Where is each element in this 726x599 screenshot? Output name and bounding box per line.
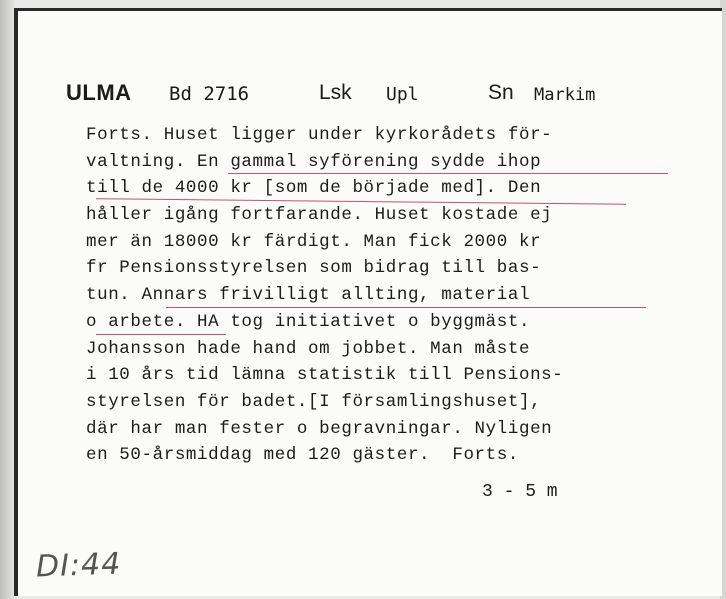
underline-mark [166,307,646,308]
text-line: fr Pensionsstyrelsen som bidrag till bas- [86,258,542,279]
text-line: där har man fester o begravningar. Nyligen [86,418,553,439]
text-line: håller igång fortfarande. Huset kostade ej [86,205,553,226]
text-line: i 10 års tid lämna statistik till Pensions- [86,365,564,386]
scan-edge-shadow [0,0,14,599]
text-line: tun. Annars frivilligt allting, material [86,285,531,306]
text-line: mer än 18000 kr färdigt. Man fick 2000 kr [86,231,542,252]
province-label: Lsk [319,81,352,104]
text-line: valtning. En gammal syförening sydde ihop [86,151,542,172]
volume-number: Bd 2716 [169,83,250,105]
archive-code: ULMA [66,80,132,105]
text-line: o arbete. HA tog initiativet o byggmäst. [86,311,531,332]
text-line: till de 4000 kr [som de började med]. Den [86,178,542,199]
province-value: Upl [386,84,419,105]
card-reference: 3 - 5 m [482,482,558,502]
card-body-text [86,122,686,469]
text-line: Forts. Huset ligger under kyrkorådets för- [86,125,553,145]
text-line: Johansson hade hand om jobbet. Man måste [86,338,531,359]
parish-label: Sn [488,81,514,104]
text-line: en 50-årsmiddag med 120 gäster. Forts. [86,445,519,466]
handwritten-archive-mark: DI:44 [35,546,122,585]
parish-value: Markim [534,85,596,105]
underline-mark [228,173,668,174]
underline-mark [96,334,226,335]
text-line: styrelsen för badet.[I församlingshuset], [86,391,542,412]
